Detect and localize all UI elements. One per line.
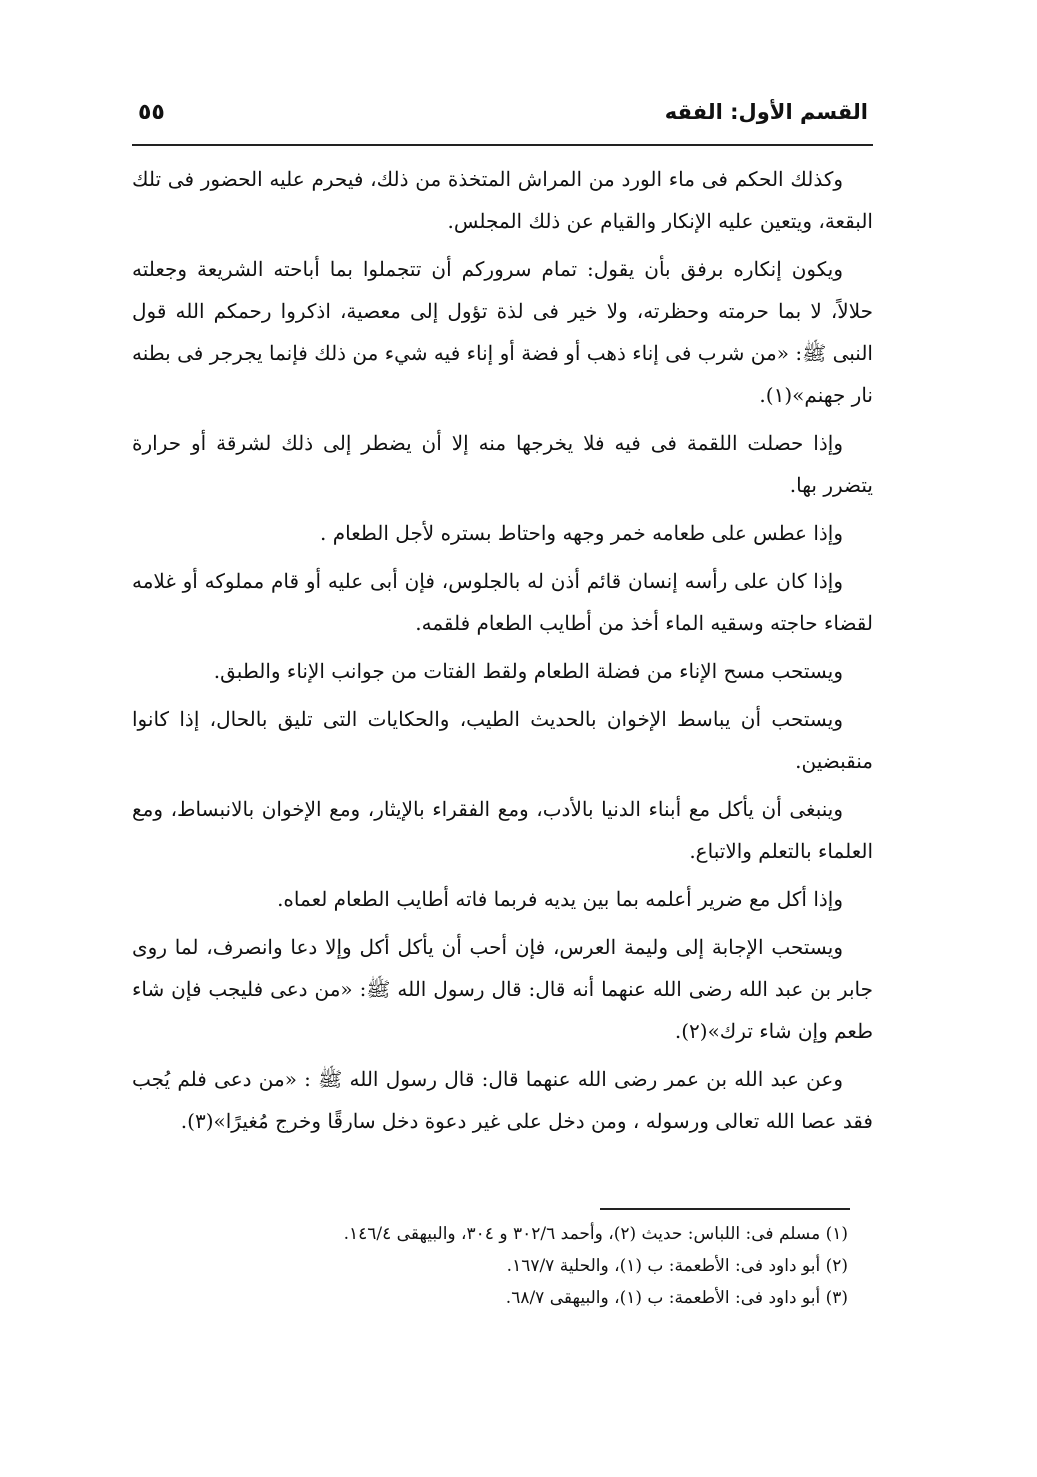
paragraph: ويستحب الإجابة إلى وليمة العرس، فإن أحب أن يأكل أكل وإلا دعا وانصرف، لما روى جابر بن عبد الله رضى الله عنهما أنه قال: قال رسول الله ﷺ: «من دعى فليجب فإن شاء طعم وإن شاء ترك»(٢). xyxy=(132,935,873,1043)
page-number: ٥٥ xyxy=(138,100,165,125)
footnote-divider xyxy=(600,1208,850,1210)
paragraph: ويستحب أن يباسط الإخوان بالحديث الطيب، والحكايات التى تليق بالحال، إذا كانوا منقبضين. xyxy=(132,707,873,773)
paragraph: وإذا كان على رأسه إنسان قائم أذن له بالجلوس، فإن أبى عليه أو قام مملوكه أو غلامه لقضاء حاجته وسقيه الماء أخذ من أطايب الطعام فلقمه. xyxy=(132,569,873,635)
paragraph: وإذا أكل مع ضرير أعلمه بما بين يديه فربما فاته أطايب الطعام لعماه. xyxy=(277,887,843,911)
footnote: (١) مسلم فى: اللباس: حديث (٢)، وأحمد ٣٠٢/٦ و ٣٠٤، والبيهقى ١٤٦/٤. xyxy=(343,1224,848,1244)
paragraph: وينبغى أن يأكل مع أبناء الدنيا بالأدب، ومع الفقراء بالإيثار، ومع الإخوان بالانبساط، ومع العلماء بالتعلم والاتباع. xyxy=(132,797,873,863)
main-text xyxy=(132,158,873,1148)
paragraph: وكذلك الحكم فى ماء الورد من المراش المتخذة من ذلك، فيحرم عليه الحضور فى تلك البقعة، ويتعين عليه الإنكار والقيام عن ذلك المجلس. xyxy=(132,167,873,233)
paragraph: وإذا حصلت اللقمة فى فيه فلا يخرجها منه إلا أن يضطر إلى ذلك لشرقة أو حرارة يتضرر بها. xyxy=(132,431,873,497)
paragraph: ويستحب مسح الإناء من فضلة الطعام ولقط الفتات من جوانب الإناء والطبق. xyxy=(213,659,843,683)
header-divider xyxy=(132,144,873,146)
paragraph: ويكون إنكاره برفق بأن يقول: تمام سروركم أن تتجملوا بما أباحته الشريعة وجعلته حلالاً، لا بما حرمته وحظرته، ولا خير فى لذة تؤول إلى معصية، اذكروا رحمكم الله قول النبى ﷺ: «من شرب فى إناء ذهب أو فضة أو إناء فيه شيء من ذلك فإنما يجرجر فى بطنه نار جهنم»(١). xyxy=(132,257,873,407)
running-header xyxy=(138,100,868,140)
section-title: القسم الأول: الفقه xyxy=(664,100,868,124)
footnotes xyxy=(132,1218,848,1314)
footnote: (٣) أبو داود فى: الأطعمة: ب (١)، والبيهقى ٦٨/٧. xyxy=(505,1288,848,1308)
footnote: (٢) أبو داود فى: الأطعمة: ب (١)، والحلية ١٦٧/٧. xyxy=(506,1256,848,1276)
paragraph: وعن عبد الله بن عمر رضى الله عنهما قال: قال رسول الله ﷺ : «من دعى فلم يُجب فقد عصا الله تعالى ورسوله ، ومن دخل على غير دعوة دخل سارقًا وخرج مُغيرًا»(٣). xyxy=(132,1067,873,1133)
paragraph: وإذا عطس على طعامه خمر وجهه واحتاط بستره لأجل الطعام . xyxy=(320,521,843,545)
